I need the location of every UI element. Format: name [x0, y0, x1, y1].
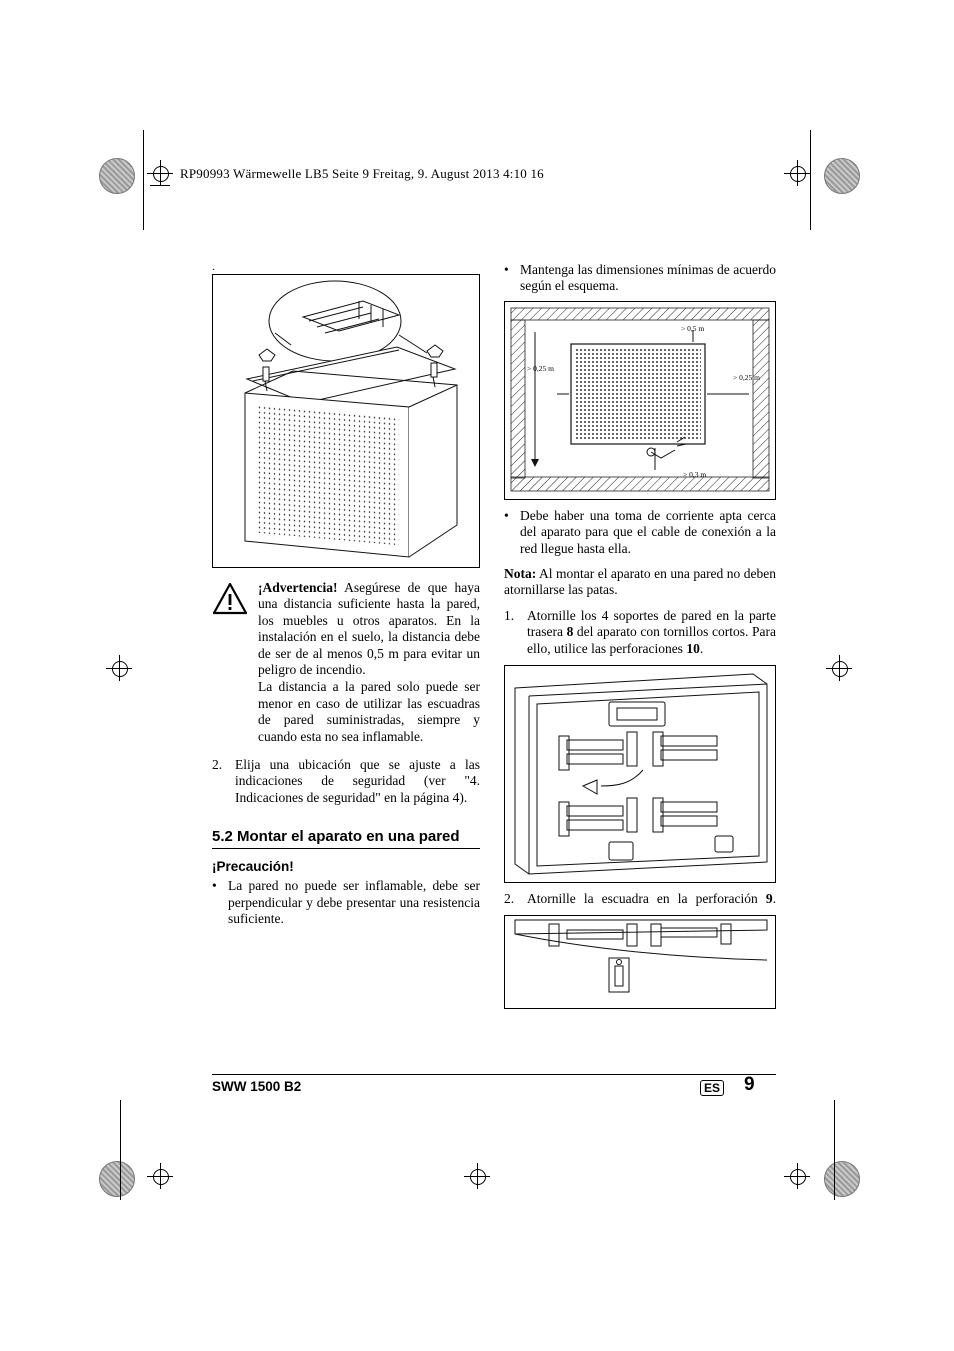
footer-language-text: ES — [700, 1080, 724, 1096]
section-heading-rule — [212, 848, 480, 849]
warning-text-2: La distancia a la pared solo puede ser menor en caso de utilizar las escuadras de pared suministradas, siempre y cuando esta no sea inflamable. — [258, 679, 480, 744]
section-heading-5-2: 5.2 Montar el aparato en una pared — [212, 828, 460, 846]
right-step-2-part-a: Atornille la escuadra en la perforación — [527, 891, 766, 907]
clearance-label-top: > 0,5 m — [681, 323, 705, 333]
figure-bracket-detail — [504, 915, 776, 1009]
figure-heater-wall-brackets — [212, 274, 480, 568]
footer-rule — [212, 1074, 776, 1075]
left-column — [212, 259, 480, 928]
left-step-2-text: Elija una ubicación que se ajuste a las indicaciones de seguridad (ver "4. Indicaciones de seguridad" en la página 4). — [235, 757, 480, 805]
clearance-label-left: > 0,25 m — [527, 363, 554, 373]
registration-circle-bottom-left — [99, 1161, 135, 1197]
bracket-detail-illustration — [505, 916, 775, 1008]
caution-label: ¡Precaución! — [212, 859, 294, 875]
warning-block — [212, 580, 480, 678]
note-paragraph — [504, 566, 776, 599]
right-step-2-text — [527, 891, 776, 907]
registration-circle-top-left — [99, 158, 135, 194]
right-bullet-2 — [504, 508, 776, 557]
right-step-1-part-a: Atornille los 4 soportes de pared en la parte trasera — [527, 607, 776, 640]
registration-circle-bottom-right — [824, 1161, 860, 1197]
registration-cross-mid-right — [826, 655, 852, 681]
heater-perforation-pattern — [257, 405, 399, 545]
caution-bullet — [212, 878, 480, 927]
registration-cross-bottom-right — [784, 1163, 810, 1189]
note-text: Al montar el aparato en una pared no deben atornillarse las patas. — [504, 566, 776, 598]
bullet-marker: • — [504, 507, 509, 523]
footer-model: SWW 1500 B2 — [212, 1079, 302, 1094]
trim-line-right — [810, 130, 811, 230]
registration-circle-top-right — [824, 158, 860, 194]
trim-line-left — [143, 130, 144, 230]
right-step-2-ref-9: 9 — [765, 891, 773, 907]
figure-rear-panel-brackets — [504, 665, 776, 883]
right-step-1-ref-8: 8 — [566, 624, 574, 640]
right-step-1-number: 1. — [504, 607, 515, 623]
warning-label: ¡Advertencia! — [258, 580, 338, 595]
registration-cross-top-right — [784, 160, 810, 186]
right-column — [504, 262, 776, 1009]
right-step-1-text — [527, 608, 776, 657]
right-step-2 — [504, 891, 776, 907]
warning-triangle-icon — [212, 582, 248, 616]
bullet-marker: • — [504, 262, 509, 277]
clearance-label-bottom: > 0,3 m — [683, 469, 707, 479]
right-step-2-part-b: . — [772, 891, 776, 907]
bullet-marker: • — [212, 878, 217, 894]
registration-cross-mid-left — [106, 655, 132, 681]
footer-page-number: 9 — [744, 1074, 755, 1095]
header-rule — [150, 185, 170, 186]
page-header-text: RP90993 Wärmewelle LB5 Seite 9 Freitag, 9. August 2013 4:10 16 — [180, 166, 544, 181]
left-step-2 — [212, 757, 480, 806]
caution-bullet-text: La pared no puede ser inflamable, debe ser perpendicular y debe presentar una resistencia suficiente. — [228, 878, 480, 927]
right-step-1-part-b: del aparato con tornillos cortos. Para ello, utilice las perforaciones — [527, 624, 776, 656]
registration-cross-bottom-center — [464, 1163, 490, 1189]
note-label: Nota: — [504, 566, 537, 582]
right-step-2-number: 2. — [504, 891, 515, 907]
trim-line-right-bottom — [834, 1100, 835, 1200]
trim-line-left-bottom — [120, 1100, 121, 1200]
right-bullet-1-text: Mantenga las dimensiones mínimas de acuerdo según el esquema. — [520, 262, 776, 294]
registration-cross-bottom-left — [147, 1163, 173, 1189]
figure-caption-dot: . — [212, 259, 215, 273]
right-bullet-1 — [504, 262, 776, 295]
clearance-heater-perforation — [575, 348, 701, 440]
right-bullet-2-text: Debe haber una toma de corriente apta cerca del aparato para que el cable de conexión a la red llegue hasta ella. — [520, 507, 776, 556]
right-step-1-ref-10: 10 — [686, 640, 700, 656]
left-step-2-number: 2. — [212, 757, 223, 773]
rear-panel-illustration — [505, 666, 775, 882]
right-step-1-part-c: . — [699, 640, 704, 656]
warning-paragraph — [258, 580, 480, 678]
warning-text: Asegúrese de que haya una distancia suficiente hasta la pared, los muebles u otros aparatos. En la instalación en el suelo, la distancia debe de ser de al menos 0,5 m para evitar un peligro de incendio. — [258, 580, 480, 678]
figure-clearance-diagram — [504, 301, 776, 500]
clearance-label-right: > 0,25 m — [733, 372, 760, 382]
footer-language-badge — [700, 1080, 724, 1096]
right-step-1 — [504, 608, 776, 657]
registration-cross-top-left — [147, 160, 173, 186]
